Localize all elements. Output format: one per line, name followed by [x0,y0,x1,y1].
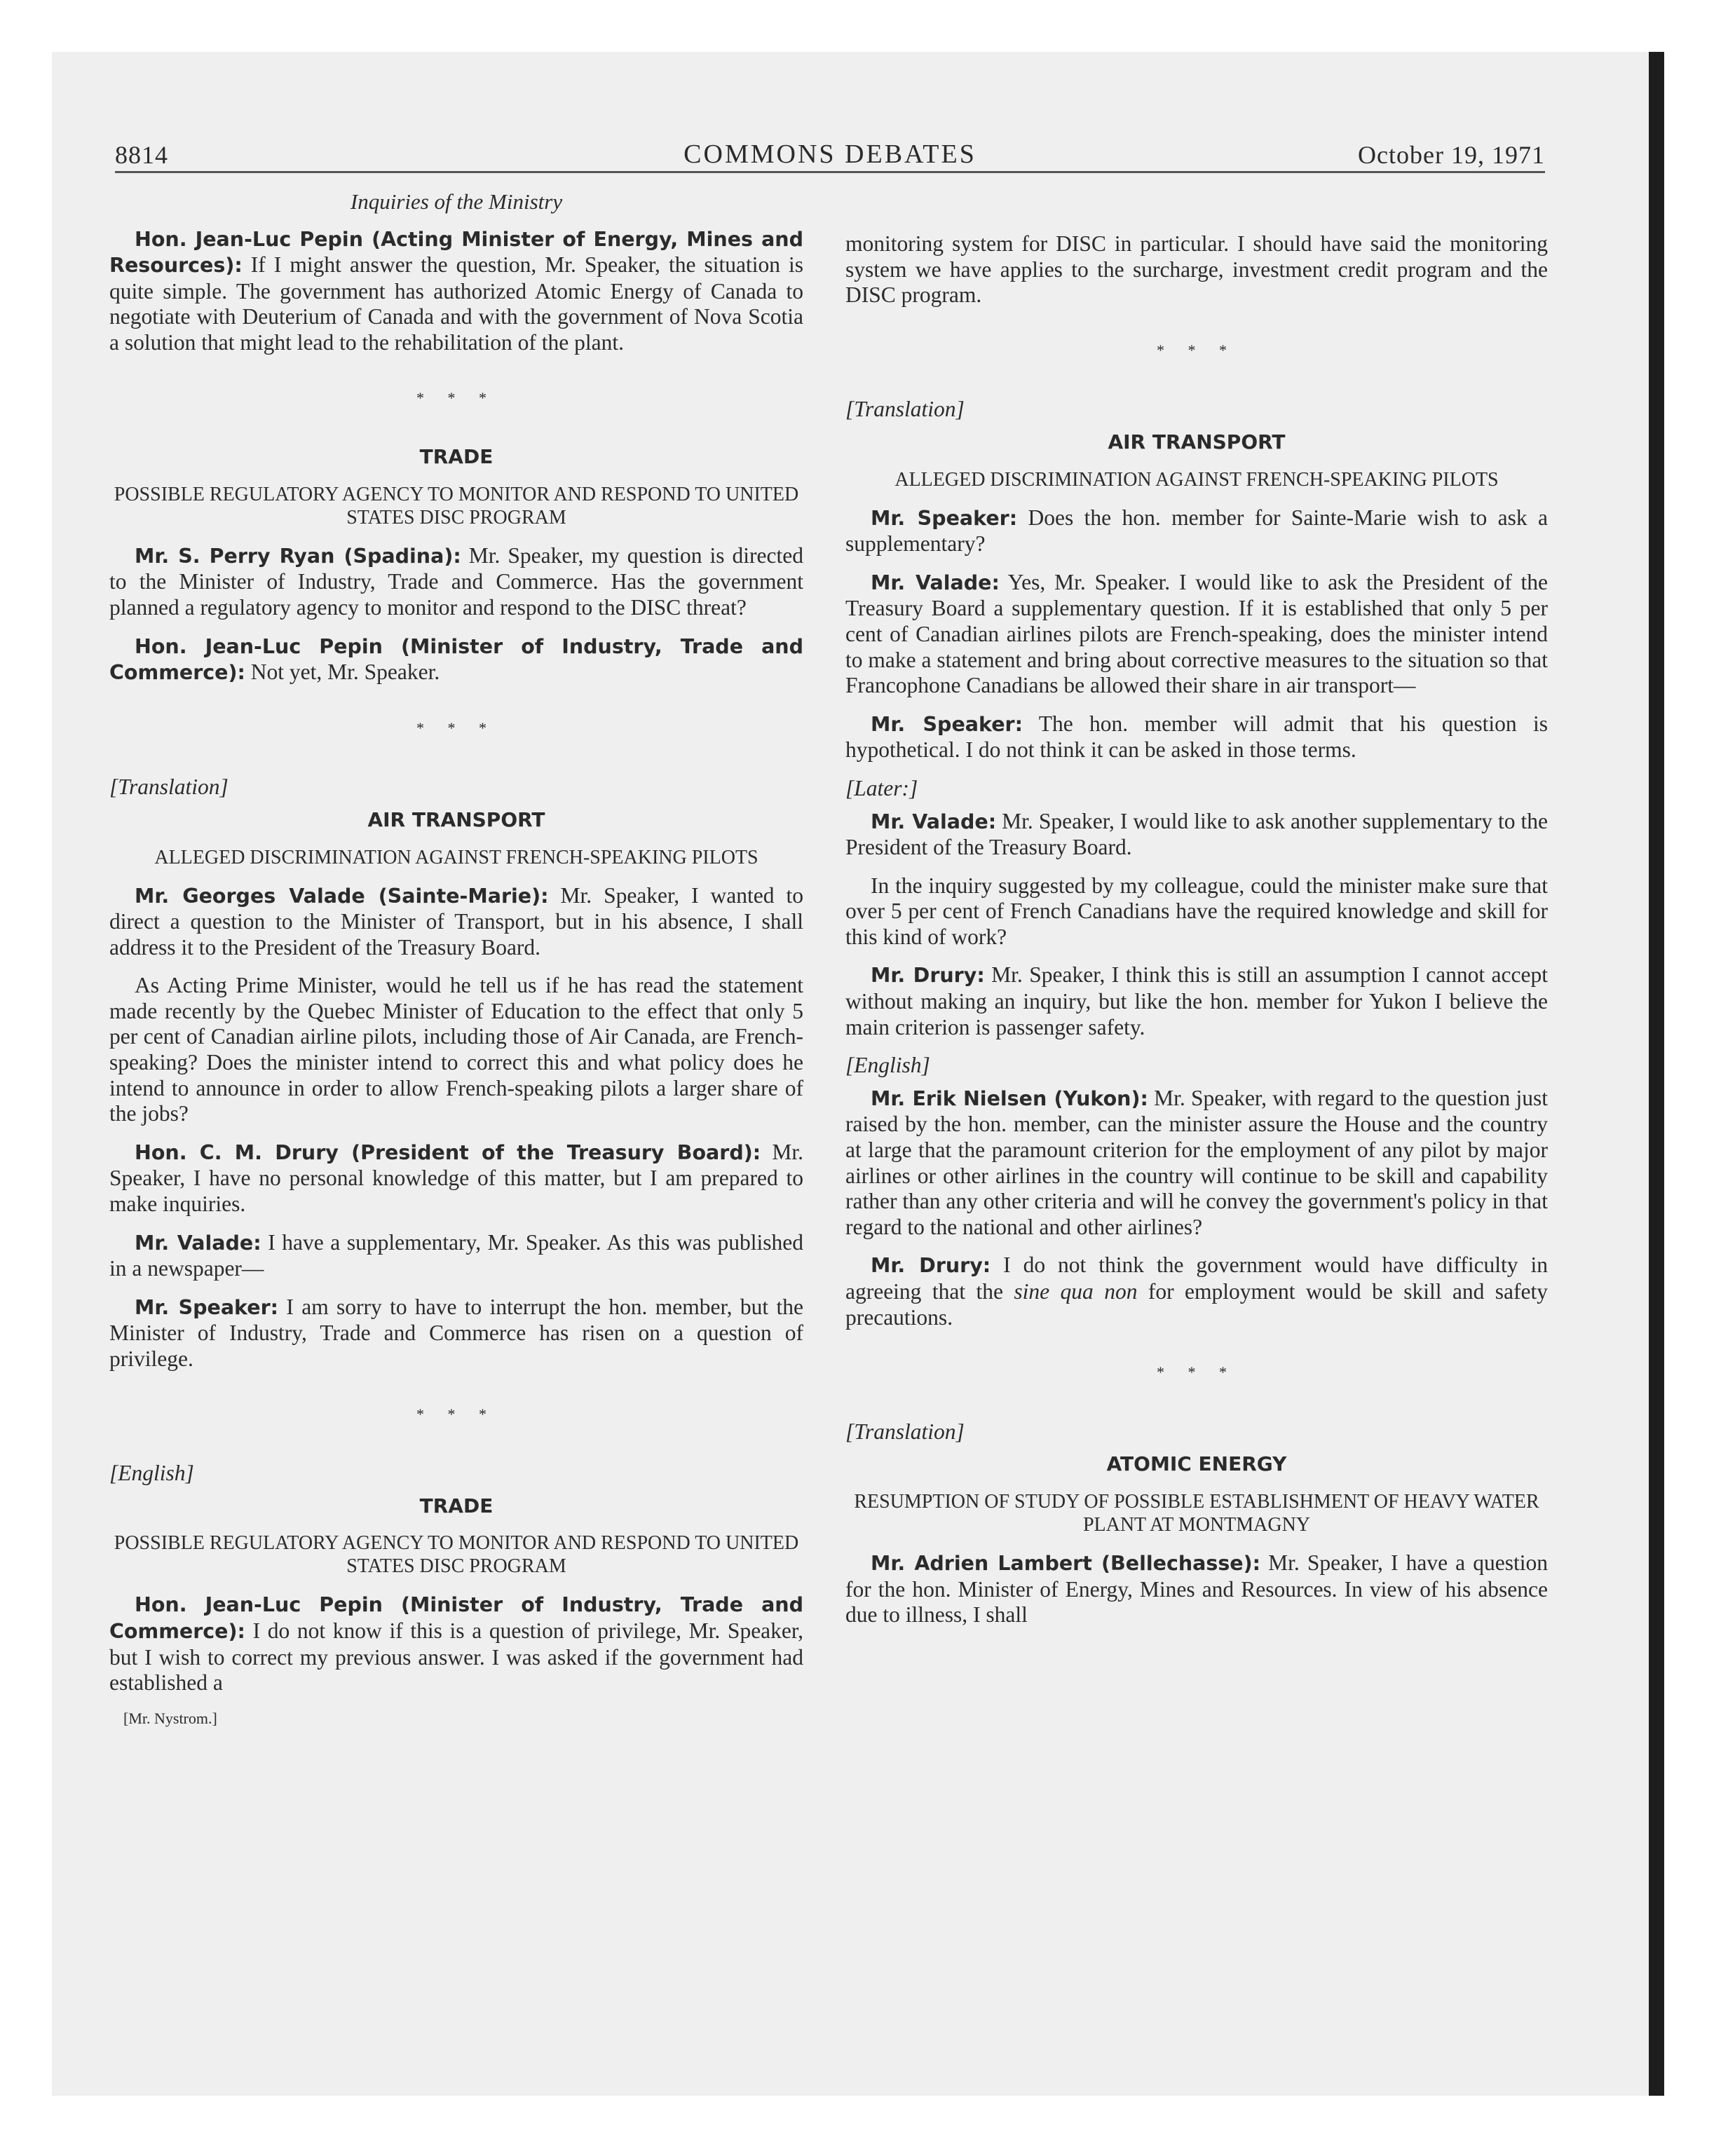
speaker-name: Mr. Drury: [871,1254,991,1278]
paragraph [845,809,1548,861]
speaker-name: Mr. Adrien Lambert (Bellechasse): [871,1551,1261,1575]
paragraph [109,1230,803,1282]
time-note: [Later:] [845,775,918,800]
right-column [845,231,1548,1641]
language-note: [English] [109,1461,194,1486]
section-divider: * * * [1157,341,1237,359]
paragraph [109,634,803,686]
speech-text: The hon. member will admit that his question is hypothetical. I do not think it can be asked in those terms. [845,711,1548,763]
speech-text: Mr. Speaker, I have a question for the hon. Minister of Energy, Mines and Resources. In view of his absence due to illness, I shall [845,1550,1548,1628]
paragraph [109,1140,803,1217]
section-subheading: POSSIBLE REGULATORY AGENCY TO MONITOR AND RESPOND TO UNITED STATES DISC PROGRAM [114,483,799,528]
left-column [109,182,803,1731]
speaker-name: Hon. Jean-Luc Pepin (Acting Minister of Energy, Mines and Resources): [109,227,803,278]
speaker-name: Mr. Drury: [871,964,985,988]
speaker-name: Mr. Erik Nielsen (Yukon): [871,1086,1148,1110]
speech-text: I have a supplementary, Mr. Speaker. As this was published in a newspaper— [109,1229,803,1281]
speech-text: Mr. Speaker, I have no personal knowledge of this matter, but I am prepared to make inquiries. [109,1139,803,1217]
paragraph [845,962,1548,1040]
section-heading: TRADE [419,445,494,469]
speaker-name: Mr. Speaker: [871,506,1018,530]
section-subheading: ALLEGED DISCRIMINATION AGAINST FRENCH-SPEAKING PILOTS [894,468,1499,491]
paragraph: monitoring system for DISC in particular. I should have said the monitoring system we have applies to the surcharge, investment credit program and the DISC program. [845,231,1548,308]
running-head: Inquiries of the Ministry [350,189,563,214]
section-divider: * * * [1157,1363,1237,1381]
paragraph [845,505,1548,557]
speaker-name: Hon. Jean-Luc Pepin (Minister of Industry, Trade and Commerce): [109,634,803,685]
section-heading: TRADE [419,1494,494,1517]
paragraph [109,883,803,961]
section-divider: * * * [416,388,496,407]
speech-text: Mr. Speaker, I think this is still an assumption I cannot accept without making an inquiry, but like the hon. member for Yukon I believe the main criterion is passenger safety. [845,962,1548,1039]
paragraph [109,1592,803,1696]
paragraph [845,570,1548,699]
speech-text: I do not know if this is a question of privilege, Mr. Speaker, but I wish to correct my previous answer. I was asked if the government had established a [109,1618,803,1696]
section-subheading: ALLEGED DISCRIMINATION AGAINST FRENCH-SPEAKING PILOTS [154,846,758,868]
paragraph [109,1295,803,1372]
latin-phrase: sine qua non [1014,1279,1138,1304]
speaker-name: Mr. Speaker: [871,712,1023,736]
speech-text: I am sorry to have to interrupt the hon. member, but the Minister of Industry, Trade and Commerce has risen on a question of privilege. [109,1294,803,1371]
section-divider: * * * [416,718,496,737]
page-header [115,137,1545,173]
speaker-name: Mr. Valade: [871,571,1000,594]
section-heading: AIR TRANSPORT [367,807,545,831]
section-divider: * * * [416,1405,496,1423]
speech-text: I do not think the government would have difficulty in agreeing that the [845,1253,1549,1304]
language-note: [Translation] [845,397,965,422]
speech-text: If I might answer the question, Mr. Speaker, the situation is quite simple. The government has authorized Atomic Energy of Canada to negotiate with Deuterium of Canada and with the government of Nova Scotia a solution that might lead to the rehabilitation of the plant. [109,252,803,355]
page-footnote: [Mr. Nystrom.] [123,1709,217,1727]
paragraph: In the inquiry suggested by my colleague, could the minister make sure that over 5 per cent of French Canadians have the required knowledge and skill for this kind of work? [845,873,1548,949]
speech-text: Not yet, Mr. Speaker. [245,660,440,685]
speaker-name: Mr. Speaker: [135,1295,279,1319]
paragraph [845,1086,1548,1241]
speaker-name: Mr. Valade: [871,810,997,833]
language-note: [Translation] [109,775,229,800]
language-note: [Translation] [845,1419,965,1444]
section-subheading: POSSIBLE REGULATORY AGENCY TO MONITOR AND RESPOND TO UNITED STATES DISC PROGRAM [114,1532,799,1578]
speech-text: for employment would be skill and safety precautions. [845,1279,1549,1330]
speech-text: Does the hon. member for Sainte-Marie wish to ask a supplementary? [845,505,1548,557]
speaker-name: Hon. Jean-Luc Pepin (Minister of Industry, Trade and Commerce): [109,1593,803,1643]
speech-text: Mr. Speaker, I would like to ask another supplementary to the President of the Treasury Board. [845,808,1548,860]
speaker-name: Mr. S. Perry Ryan (Spadina): [135,544,461,568]
paragraph: As Acting Prime Minister, would he tell us if he has read the statement made recently by the Quebec Minister of Education to the effect that only 5 per cent of Canadian airline pilots, including those of Air Canada, are French-speaking? Does the minister intend to correct this and what policy does he intend to announce in order to allow French-speaking pilots a larger share of the jobs? [109,973,803,1126]
publication-title: COMMONS DEBATES [683,139,977,169]
speaker-name: Mr. Georges Valade (Sainte-Marie): [135,884,549,908]
speech-text: Mr. Speaker, my question is directed to the Minister of Industry, Trade and Commerce. Has the government planned a regulatory agency to monitor and respond to the DISC threat? [109,543,803,620]
speaker-name: Hon. C. M. Drury (President of the Treasury Board): [135,1140,761,1164]
page-date: October 19, 1971 [1358,141,1545,169]
paragraph [845,711,1548,763]
paragraph [109,226,803,356]
paragraph [845,1550,1548,1628]
scan-edge [1649,52,1664,2096]
language-note: [English] [845,1053,930,1078]
page-number: 8814 [115,141,168,169]
section-heading: AIR TRANSPORT [1108,430,1286,453]
speech-text: Mr. Speaker, with regard to the question just raised by the hon. member, can the minister assure the House and the country at large that the paramount criterion for the employment of any pilot by major airlines or other airlines in the country will continue to be skill and capability rather than any other criteria and will he convey the government's policy in that regard to the national and other airlines? [845,1085,1549,1239]
speaker-name: Mr. Valade: [135,1231,261,1255]
paragraph [845,1253,1548,1330]
paragraph [109,543,803,621]
speech-text: Mr. Speaker, I wanted to direct a question to the Minister of Transport, but in his absence, I shall address it to the President of the Treasury Board. [109,882,803,960]
speech-text: Yes, Mr. Speaker. I would like to ask the President of the Treasury Board a supplementary question. If it is established that only 5 per cent of Canadian airlines pilots are French-speaking, does the minister intend to make a statement and bring about corrective measures to the situation so that Francophone Canadians be allowed their share in air transport— [845,569,1549,698]
section-subheading: RESUMPTION OF STUDY OF POSSIBLE ESTABLISHMENT OF HEAVY WATER PLANT AT MONTMAGNY [854,1490,1539,1536]
section-heading: ATOMIC ENERGY [1106,1452,1287,1476]
